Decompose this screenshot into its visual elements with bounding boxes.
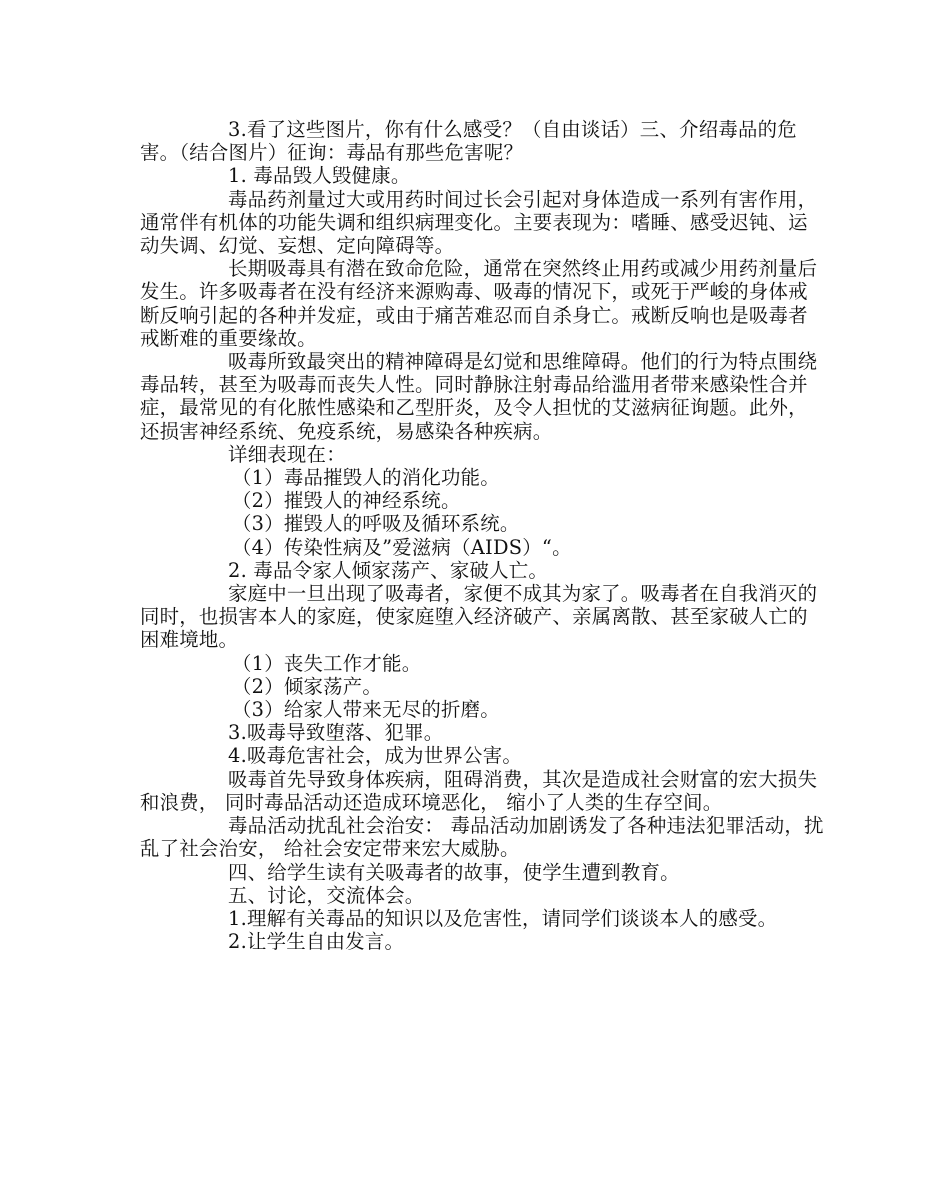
heading-harm-4: 4.吸毒危害社会，成为世界公害。 xyxy=(228,744,522,768)
document-body xyxy=(140,118,826,953)
list-item-bankrupt: （2）倾家荡产。 xyxy=(232,674,383,698)
section-five: 五、讨论，交流体会。 xyxy=(228,883,425,907)
list-item-digestive: （1）毒品摧毁人的消化功能。 xyxy=(232,466,500,490)
paragraph-overdose: 毒品药剂量过大或用药时间过长会引起对身体造成一系列有害作用，通常伴有机体的功能失调和组织病理变化。主要表现为：嗜睡、感受迟钝、运动失调、幻觉、妄想、定向障碍等。 xyxy=(140,187,818,258)
discussion-item-1: 1.理解有关毒品的知识以及危害性，请同学们谈谈本人的感受。 xyxy=(228,906,778,930)
paragraph-public-order: 毒品活动扰乱社会治安： 毒品活动加剧诱发了各种违法犯罪活动，扰乱了社会治安， 给社会安定带来宏大威胁。 xyxy=(140,814,824,861)
list-item-work: （1）丧失工作才能。 xyxy=(232,651,422,675)
list-item-nervous: （2）摧毁人的神经系统。 xyxy=(232,489,461,513)
section-four: 四、给学生读有关吸毒者的故事，使学生遭到教育。 xyxy=(228,860,680,884)
paragraph-family: 家庭中一旦出现了吸毒者，家便不成其为家了。吸毒者在自我消灭的同时，也损害本人的家庭，使家庭堕入经济破产、亲属离散、甚至家破人亡的困难境地。 xyxy=(140,582,818,652)
heading-harm-3: 3.吸毒导致堕落、犯罪。 xyxy=(228,721,444,745)
list-item-aids: （4）传染性病及”爱滋病（AIDS）“。 xyxy=(232,535,572,559)
heading-harm-2: 2. 毒品令家人倾家荡产、家破人亡。 xyxy=(228,558,549,582)
paragraph-long-term: 长期吸毒具有潜在致命危险，通常在突然终止用药或减少用药剂量后发生。许多吸毒者在没有经济来源购毒、吸毒的情况下，或死于严峻的身体戒断反响引起的各种并发症，或由于痛苦难忍而自杀身亡。戒断反响也是吸毒者戒断难的重要缘故。 xyxy=(140,257,818,350)
list-item-respiratory: （3）摧毁人的呼吸及循环系统。 xyxy=(232,512,520,536)
list-item-torment: （3）给家人带来无尽的折磨。 xyxy=(232,698,500,722)
paragraph-mental: 吸毒所致最突出的精神障碍是幻觉和思维障碍。他们的行为特点围绕毒品转，甚至为吸毒而丧失人性。同时静脉注射毒品给滥用者带来感染性合并症，最常见的有化脓性感染和乙型肝炎，及令人担忧的艾滋病征询题。此外，还损害神经系统、免疫系统，易感染各种疾病。 xyxy=(140,350,818,443)
paragraph-intro-question: 3.看了这些图片，你有什么感受？（自由谈话）三、介绍毒品的危害。（结合图片）征询：毒品有那些危害呢？ xyxy=(140,118,797,165)
discussion-item-2: 2.让学生自由发言。 xyxy=(228,930,405,954)
paragraph-society: 吸毒首先导致身体疾病，阻碍消费，其次是造成社会财富的宏大损失和浪费， 同时毒品活动还造成环境恶化， 缩小了人类的生存空间。 xyxy=(140,767,818,814)
heading-harm-1: 1. 毒品毁人毁健康。 xyxy=(228,164,411,188)
paragraph-details-intro: 详细表现在： xyxy=(228,442,346,466)
